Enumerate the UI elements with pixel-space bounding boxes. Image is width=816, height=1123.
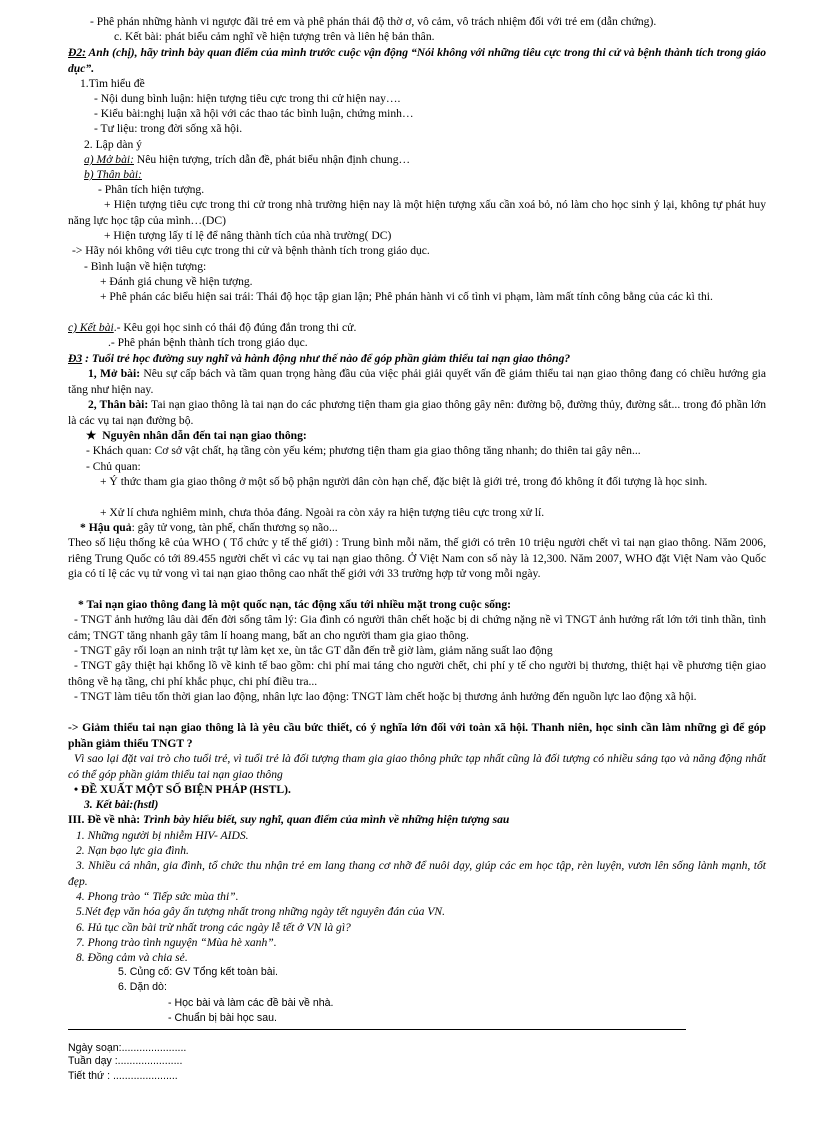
text-line: + Xử lí chưa nghiêm minh, chưa thỏa đáng. Ngoài ra còn xảy ra hiện tượng tiêu cực trong xử lí. (100, 506, 545, 519)
text-line: + Đánh giá chung về hiện tượng. (100, 275, 253, 288)
bullet-icon: • (74, 783, 79, 796)
divider (68, 1029, 686, 1030)
section-label: a) Mở bài: (84, 153, 134, 166)
text-line: - Bình luận về hiện tượng: (84, 260, 207, 273)
text-line (84, 152, 410, 168)
text-line: c. Kết bài: phát biểu cảm nghĩ về hiện tượng trên và liên hệ bản thân. (114, 30, 435, 43)
text-paragraph (68, 397, 766, 428)
text-paragraph (68, 366, 766, 397)
text-line: 6. Dặn dò: (118, 981, 167, 993)
section-text: .- Kêu gọi học sinh có thái độ đúng đắn trong thi cử. (113, 321, 357, 334)
list-item: 7. Phong trào tình nguyện “Mùa hè xanh”. (76, 936, 277, 949)
section-label: b) Thân bài: (84, 168, 142, 181)
section-label: III. Đề về nhà: (68, 813, 141, 826)
question-text: Anh (chị), hãy trình bày quan điểm của mình trước cuộc vận động “Nói không với những tiêu cực trong thi cử và bệnh thành tích trong giáo dục”. (68, 46, 766, 75)
text-line: + Hiện tượng lấy tỉ lệ để nâng thành tích của nhà trường( DC) (104, 229, 392, 242)
text-line: - Khách quan: Cơ sở vật chất, hạ tầng còn yếu kém; phương tiện tham gia giao thông tăng nhanh; do thiên tai gây nên... (86, 444, 641, 457)
section-text: Tai nạn giao thông là tai nạn do các phương tiện tham gia giao thông gây nên: đường bộ, đường thủy, đường sắt... trong đó phần lớn là các vụ tai nạn đường bộ. (68, 398, 766, 427)
section-text: Nguyên nhân dẫn đến tai nạn giao thông: (102, 429, 307, 442)
list-item: 1. Những người bị nhiễm HIV- AIDS. (76, 829, 249, 842)
text-line (68, 812, 509, 828)
section-text: Nêu hiện tượng, trích dẫn đề, phát biểu nhận định chung… (133, 153, 411, 166)
text-line (86, 428, 307, 444)
section-label: * Hậu quả (80, 521, 132, 534)
text-line: 5. Củng cố: GV Tổng kết toàn bài. (118, 966, 278, 978)
text-paragraph: - TNGT làm tiêu tốn thời gian lao động, nhân lực lao động: TNGT làm chết hoặc bị thương ảnh hưởng đến nguồn lực lao động xã hội. (74, 690, 697, 703)
text-line: 1.Tìm hiểu đề (80, 77, 145, 90)
question-heading (68, 351, 570, 367)
question-label: Đ3 (68, 352, 83, 365)
text-line: - Chủ quan: (86, 460, 141, 473)
text-line: - Chuẩn bị bài học sau. (168, 1012, 277, 1024)
question-heading (68, 45, 766, 76)
question-label: Đ2: (68, 46, 87, 59)
text-line: 3. Kết bài:(hstl) (84, 798, 159, 811)
text-line: - Phân tích hiện tượng. (98, 183, 205, 196)
list-item: 8. Đồng cảm và chia sẻ. (76, 951, 188, 964)
text-paragraph: - TNGT gây thiệt hại khổng lồ về kinh tế bao gồm: chi phí mai táng cho người chết, chi phí y tế cho người bị thương, thiệt hại về phương tiện giao thông về hạ tầng, chi phí khắc phục, chi phí điều tra... (68, 659, 766, 688)
period-number-field: Tiết thứ : ...................... (68, 1070, 178, 1082)
section-label: 1, Mở bài: (88, 367, 141, 380)
section-text: Nêu sự cấp bách và tầm quan trọng hàng đầu của việc phải giải quyết vấn đề giảm thiểu tai nạn giao thông đang có chiều hướng gia tăng như hiện nay. (68, 367, 766, 396)
list-item: 3. Nhiều cá nhân, gia đình, tổ chức thu nhận trẻ em lang thang cơ nhỡ để nuôi dạy, giúp các em học tập, rèn luyện, vươn lên sống lành mạnh, tốt đẹp. (68, 859, 766, 888)
text-line (74, 782, 291, 798)
text-line (80, 520, 338, 536)
text-line: * Tai nạn giao thông đang là một quốc nạn, tác động xấu tới nhiều mặt trong cuộc sống: (78, 598, 512, 611)
text-line: - TNGT gây rối loạn an ninh trật tự làm kẹt xe, ùn tắc GT dẫn đến trễ giờ làm, giảm năng suất lao động (74, 644, 553, 657)
lesson-date-field: Ngày soạn:...................... (68, 1042, 187, 1054)
list-item: 2. Nạn bạo lực gia đình. (76, 844, 189, 857)
list-item: 4. Phong trào “ Tiếp sức mùa thi”. (76, 890, 239, 903)
text-paragraph: - TNGT ảnh hưởng lâu dài đến đời sống tâm lý: Gia đình có người thân chết hoặc bị di chứng nặng nề vì TNGT ảnh hưởng rất lớn tới tinh thần, tình cảm; TNGT tăng nhanh gây tâm lí hoang mang, bất an cho người tham gia giao thông. (68, 613, 766, 642)
text-paragraph: Vì sao lại đặt vai trò cho tuổi trẻ, vì tuổi trẻ là đối tượng tham gia giao thông phức tạp nhất cũng là đối tượng có nhiều sáng tạo và năng động nhất có thể góp phần giảm thiểu tai nạn giao thông (68, 752, 766, 781)
text-line: 2. Lập dàn ý (84, 138, 142, 151)
list-item: 5.Nét đẹp văn hóa gây ấn tượng nhất trong những ngày tết nguyên đán của VN. (76, 905, 446, 918)
text-paragraph: + Phê phán các biểu hiện sai trái: Thái độ học tập gian lận; Phê phán hành vi cố tình vi phạm, làm mất tính công bằng của các kì thi. (100, 290, 713, 303)
section-text: ĐỀ XUẤT MỘT SỐ BIỆN PHÁP (HSTL). (80, 783, 291, 796)
section-text: : gây tử vong, tàn phế, chấn thương sọ não... (131, 521, 338, 534)
text-paragraph: + Ý thức tham gia giao thông ở một số bộ phận người dân còn hạn chế, đặc biệt là giới trẻ, trong đó không ít đối tượng là học sinh. (100, 475, 708, 488)
section-label: c) Kết bài (68, 321, 114, 334)
section-text: Trình bày hiểu biết, suy nghĩ, quan điểm của mình về những hiện tượng sau (140, 813, 510, 826)
teaching-week-field: Tuần dạy :...................... (68, 1055, 183, 1067)
section-label: 2, Thân bài: (88, 398, 149, 411)
text-line (68, 320, 356, 336)
text-paragraph: -> Giảm thiểu tai nạn giao thông là là yêu cầu bức thiết, có ý nghĩa lớn đối với toàn xã hội. Thanh niên, học sinh cần làm những gì để góp phần giảm thiểu TNGT ? (68, 721, 766, 750)
star-icon: ★ (86, 429, 97, 442)
text-line: - Học bài và làm các đề bài về nhà. (168, 997, 334, 1009)
text-paragraph: + Hiện tượng tiêu cực trong thi cử trong nhà trường hiện nay là một hiện tượng xấu cần xoá bỏ, nó làm cho học sinh ỷ lại, không tự phát huy năng lực học tập của mình…(DC) (68, 198, 766, 227)
text-line: - Nội dung bình luận: hiện tượng tiêu cực trong thi cử hiện nay…. (94, 92, 401, 105)
text-line: - Tư liệu: trong đời sống xã hội. (94, 122, 243, 135)
text-line: .- Phê phán bệnh thành tích trong giáo dục. (108, 336, 308, 349)
text-line: - Kiểu bài:nghị luận xã hội với các thao tác bình luận, chứng minh… (94, 107, 414, 120)
question-text: : Tuổi trẻ học đường suy nghĩ và hành động như thế nào để góp phần giảm thiểu tai nạn giao thông? (82, 352, 571, 365)
text-line: -> Hãy nói không với tiêu cực trong thi cử và bệnh thành tích trong giáo dục. (72, 244, 430, 257)
text-line: - Phê phán những hành vi ngược đãi trẻ em và phê phán thái độ thờ ơ, vô cảm, vô trách nhiệm đối với trẻ em (dẫn chứng). (90, 15, 657, 28)
list-item: 6. Hủ tục cần bài trừ nhất trong các ngày lễ tết ở VN là gì? (76, 921, 351, 934)
text-paragraph: Theo số liệu thống kê của WHO ( Tổ chức y tế thế giới) : Trung bình mỗi năm, thế giới có trên 10 triệu người chết vì tai nạn giao thông. Năm 2006, riêng Trung Quốc có tới 89.455 người chết vì các vụ tai nạn giao thông. Ở Việt Nam con số này là 12,300. Năm 2007, WHO đặt Việt Nam vào Quốc gia có tỉ lệ các vụ tử vong vì tai nạn giao thông cao nhất thế giới với 33 trường hợp tử vong mỗi ngày. (68, 536, 766, 581)
